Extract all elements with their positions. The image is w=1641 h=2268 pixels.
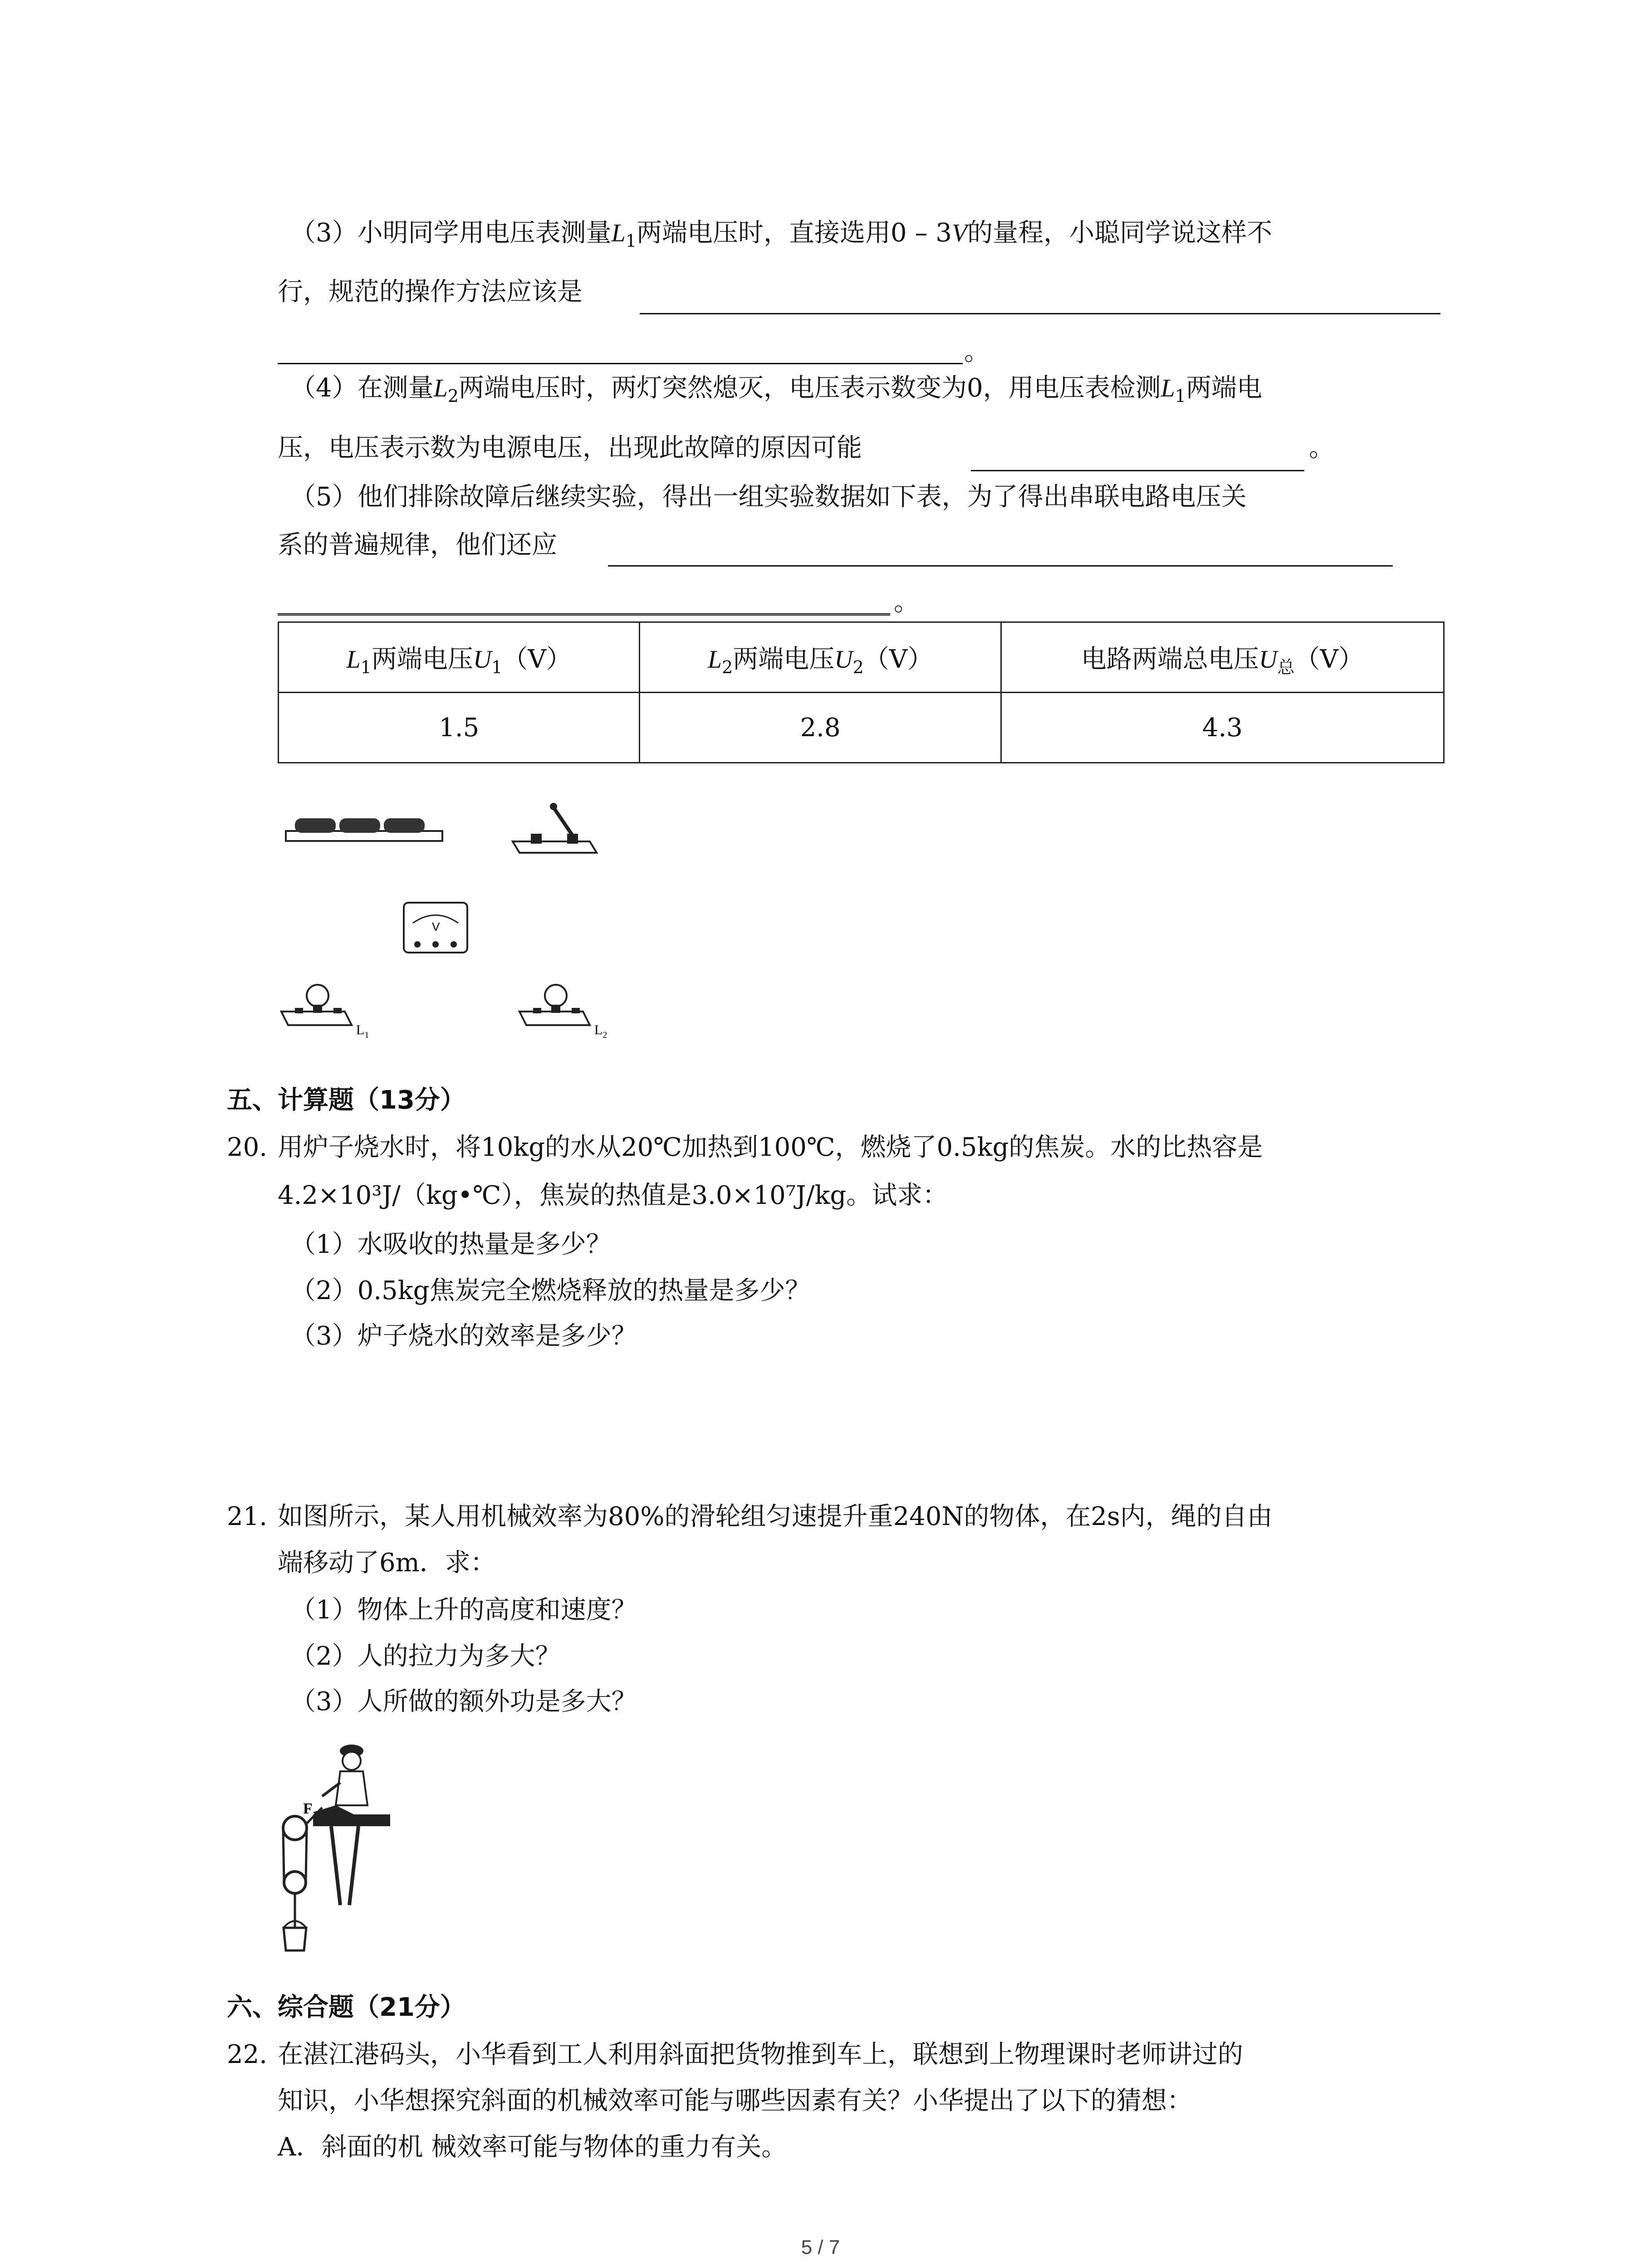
person-icon [313, 1745, 367, 1823]
table-header-row [279, 622, 1444, 693]
q19-part4-line2: 压，电压表示数为电源电压，出现此故障的原因可能 [278, 433, 862, 463]
table-row [279, 693, 1444, 763]
q19-part5-line1: （5）他们排除故障后继续实验，得出一组实验数据如下表，为了得出串联电路电压关 [290, 482, 1247, 512]
circuit-components-figure [277, 798, 612, 1070]
battery-pack-icon [286, 818, 442, 841]
q19-part5-line2: 系的普遍规律，他们还应 [278, 530, 557, 560]
section-6-heading: 六、综合题（21分） [227, 1993, 465, 2022]
q19-part4-line1: （4）在测量$L_2$两端电压时，两灯突然熄灭，电压表示数变为0，用电压表检测$L_1$两端电 [290, 373, 1262, 406]
q20-stem-line2: 4.2×10³J/（kg•℃），焦炭的热值是3.0×10⁷J/kg。试求： [278, 1181, 948, 1210]
q20-sub1: （1）水吸收的热量是多少？ [290, 1230, 612, 1259]
q21-sub1: （1）物体上升的高度和速度？ [290, 1595, 637, 1625]
answer-blank[interactable] [278, 363, 963, 364]
table-header-cell: $L_2$两端电压$U_2(V)$ [640, 622, 1001, 693]
bulb-l2-icon [519, 985, 607, 1040]
q22-hypothesis-a: A．斜面的机 械效率可能与物体的重力有关。 [278, 2132, 787, 2162]
section-5-heading: 五、计算题（13分） [227, 1085, 465, 1115]
table-cell: 2.8 [640, 693, 1001, 763]
answer-blank[interactable] [608, 565, 1393, 567]
q19-part3-line1: （3）小明同学用电压表测量$L_1$两端电压时，直接选用0 – 3V的量程，小聪同学说这样不 [290, 218, 1273, 251]
period: 。 [964, 337, 989, 367]
q21-sub3: （3）人所做的额外功是多大？ [290, 1687, 637, 1716]
table-header-cell: 电路两端总电压$U_总(V)$ [1001, 622, 1444, 693]
page-number: 5 / 7 [801, 2236, 840, 2258]
pulley-system-figure [268, 1733, 399, 1978]
voltage-data-table [278, 621, 1445, 763]
q20-sub3: （3）炉子烧水的效率是多少？ [290, 1321, 637, 1351]
platform-icon [313, 1814, 390, 1905]
q22-stem-line1: 在湛江港码头，小华看到工人利用斜面把货物推到车上，联想到上物理课时老师讲过的 [278, 2040, 1243, 2069]
q22-stem-line2: 知识，小华想探究斜面的机械效率可能与哪些因素有关？小华提出了以下的猜想： [278, 2086, 1192, 2116]
q19-part3-line2: 行，规范的操作方法应该是 [278, 277, 583, 307]
bulb-l1-label: $L_1$ [356, 1022, 369, 1040]
period: 。 [1309, 433, 1334, 463]
q20-stem-line1: 用炉子烧水时，将10kg的水从20℃加热到100℃，燃烧了0.5kg的焦炭。水的比热容是 [278, 1133, 1263, 1162]
bulb-l1-icon [281, 985, 369, 1040]
switch-icon [513, 803, 597, 853]
meter-letter: V [432, 920, 440, 934]
voltmeter-icon [404, 903, 467, 953]
q22-number: 22. [227, 2040, 268, 2069]
table-cell: 1.5 [279, 693, 640, 763]
force-label: F [303, 1800, 313, 1817]
q20-sub2: （2）0.5kg焦炭完全燃烧释放的热量是多少？ [290, 1276, 811, 1305]
answer-blank[interactable] [278, 613, 890, 616]
answer-blank[interactable] [640, 313, 1440, 314]
bulb-l2-label: $L_2$ [594, 1022, 607, 1040]
period: 。 [894, 587, 919, 617]
q21-stem-line2: 端移动了6m．求： [278, 1548, 496, 1578]
q21-number: 21. [227, 1502, 268, 1531]
table-cell: 4.3 [1001, 693, 1444, 763]
table-header-cell: $L_1$两端电压$U_1(V)$ [279, 622, 640, 693]
q20-number: 20. [227, 1133, 268, 1162]
answer-blank[interactable] [971, 470, 1304, 471]
q21-sub2: （2）人的拉力为多大？ [290, 1642, 561, 1671]
q21-stem-line1: 如图所示，某人用机械效率为80%的滑轮组匀速提升重240N的物体，在2s内，绳的自由 [278, 1502, 1273, 1531]
